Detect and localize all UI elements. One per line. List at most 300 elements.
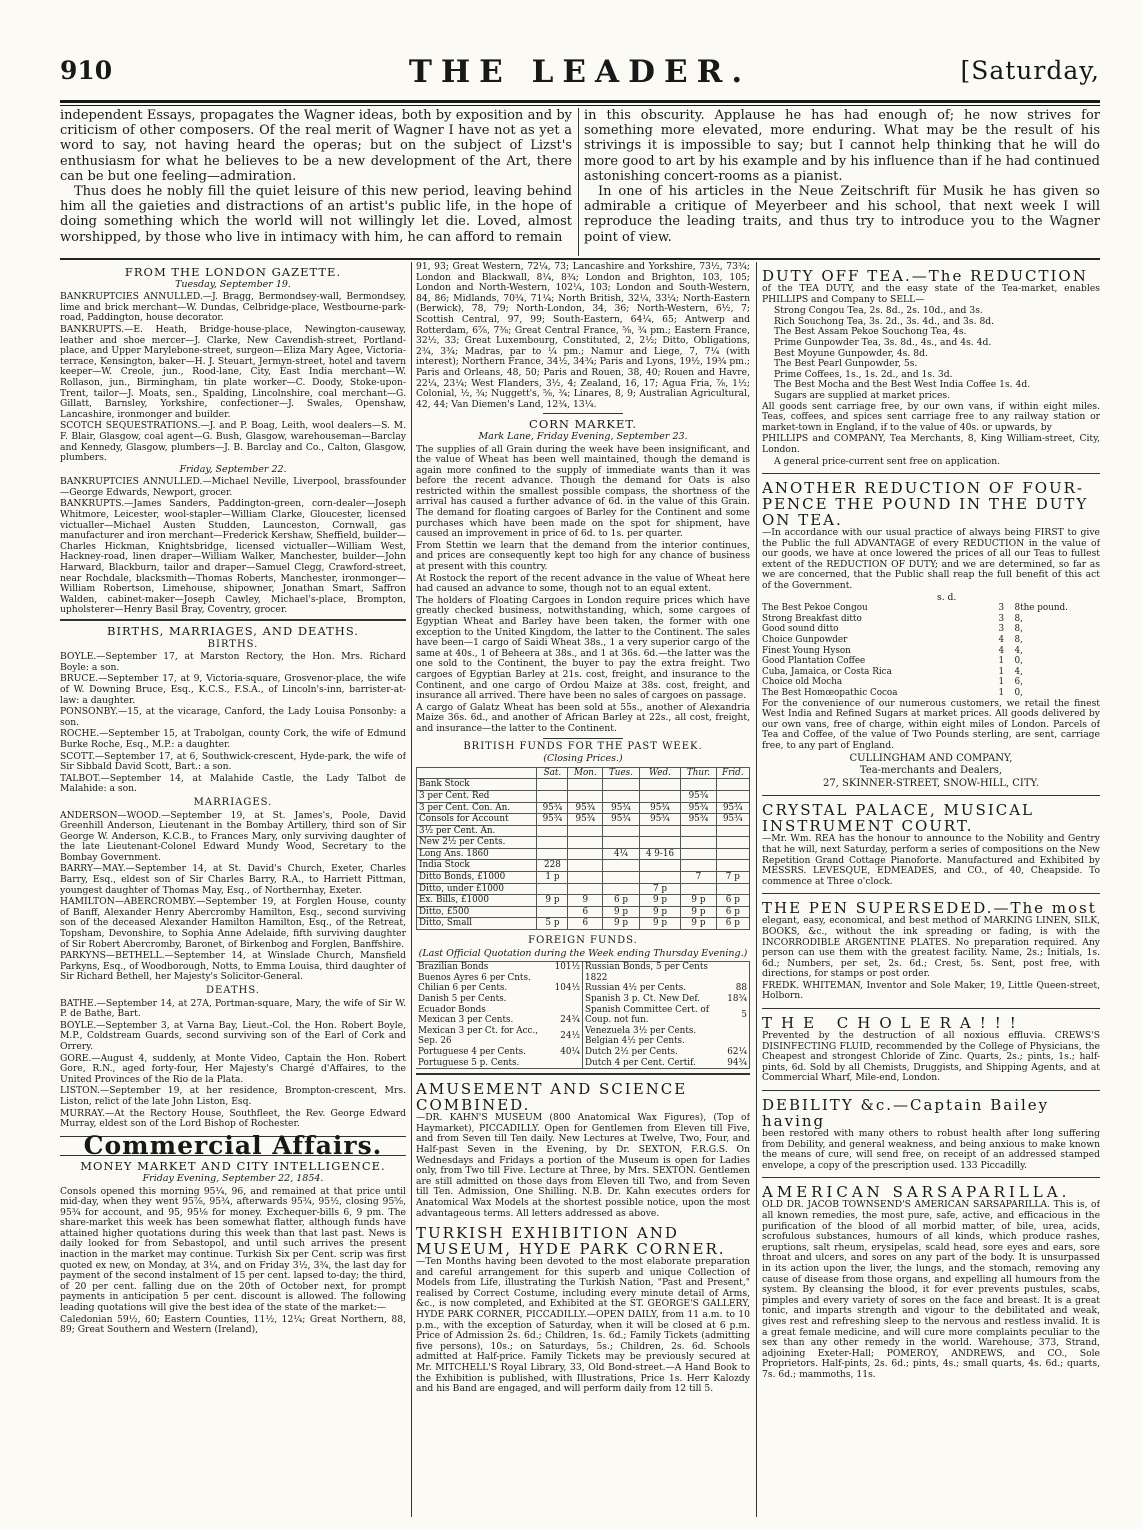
gazette-para: SCOTCH SEQUESTRATIONS.—J. and P. Boag, Leith, wool dealers—S. M. F. Blair, Glasgow, coal agent—G. Bush, Glasgow, warehouseman—Barclay and Kennedy, Glasgow, plumbers—J. B. Barclay and Co., Calton, Glasgow, plumbers. bbox=[60, 420, 406, 464]
table-cell: 9 p bbox=[537, 895, 568, 907]
corn-para: The holders of Floating Cargoes in London require prices which have greatly checked business, notwithstanding, which, some cargoes of Egyptian Wheat and Barley have been taken, the former with one exception to the United Kingdom, the latter to the Continent. The sales have been—1 cargo of Saidi Wheat 38s., 1 a very superior cargo of the same at 40s., 1 of Beheera at 38s., and 1 at 36s. 6d.—the latter was the one sold to the Continent, the buyer to pay the extra freight. Two cargoes of Egyptian Barley at 21s. cost, freight, and insurance to the Continent, and one cargo of Ordou Maize at 38s. cost, freight, and insurance all arrived. There have been no sales of cargoes on passage. bbox=[416, 594, 750, 702]
table-row bbox=[583, 983, 750, 994]
fund-price: 101½ bbox=[553, 962, 583, 973]
table-cell bbox=[603, 860, 639, 872]
essay-right bbox=[584, 108, 1100, 256]
ad-heading: AMERICAN SARSAPARILLA. bbox=[762, 1183, 1071, 1202]
fund-price bbox=[553, 1005, 583, 1016]
fund-price: 62¼ bbox=[725, 1047, 749, 1058]
table-cell bbox=[716, 790, 749, 802]
price-line: Sugars are supplied at market prices. bbox=[774, 389, 951, 401]
table-cell: 6 p bbox=[716, 918, 749, 930]
money-head: MONEY MARKET AND CITY INTELLIGENCE. bbox=[80, 1159, 386, 1174]
table-cell: 95¾ bbox=[603, 814, 639, 826]
table-cell: 9 p bbox=[681, 906, 716, 918]
ad-signature: CULLINGHAM AND COMPANY, bbox=[849, 752, 1013, 764]
price-cell: 4 bbox=[998, 635, 1005, 646]
price-row bbox=[762, 656, 1100, 667]
table-cell: 6 p bbox=[603, 895, 639, 907]
fund-name: Spanish Committee Cert. of Coup. not fun. bbox=[585, 1004, 709, 1026]
notice: BOYLE.—September 3, at Varna Bay, Lieut.-Col. the Hon. Robert Boyle, M.P., Coldstream Guards, second surviving son of the Earl of Cork and Orrery. bbox=[60, 1019, 406, 1052]
price-cell: Good sound ditto bbox=[762, 624, 839, 635]
col-header: Tues. bbox=[603, 767, 639, 779]
fund-name: Chilian 6 per Cents. bbox=[418, 983, 508, 994]
table-cell bbox=[681, 883, 716, 895]
header-rule bbox=[60, 100, 1100, 103]
corn-date: Mark Lane, Friday Evening, September 23. bbox=[478, 430, 688, 442]
price-row bbox=[762, 646, 1100, 657]
table-row bbox=[416, 1015, 583, 1026]
essay-para: Thus does he nobly fill the quiet leisure of this new period, leaving behind him all the gaieties and distractions of an artist's public life, in the hope of doing something which the world will not willingly let die. Loved, almost worshipped, by those who live in intimacy with him, he can afford to remain bbox=[60, 184, 572, 245]
table-cell: 6 p bbox=[716, 895, 749, 907]
table-cell: Consols for Account bbox=[417, 814, 537, 826]
table-cell: 95¾ bbox=[568, 802, 603, 814]
price-row bbox=[762, 688, 1100, 699]
table-cell: 9 p bbox=[639, 918, 681, 930]
ad-debility bbox=[762, 1097, 1100, 1171]
ad-crystal-palace bbox=[762, 802, 1100, 887]
fund-name: Buenos Ayres 6 per Cnts. bbox=[418, 972, 531, 983]
col-header: Frid. bbox=[716, 767, 749, 779]
table-cell: Bank Stock bbox=[417, 779, 537, 791]
notice: BRUCE.—September 17, at 9, Victoria-square, Grosvenor-place, the wife of W. Downing Bruce, Esq., K.C.S., F.S.A., of Lincoln's-inn, barrister-at-law: a daughter. bbox=[60, 673, 406, 706]
gazette-para: BANKRUPTCIES ANNULLED.—J. Bragg, Bermondsey-wall, Bermondsey, lime and brick merchant—W. Dundas, Celbridge-place, Westbourne-park-road, Paddington, house decorator. bbox=[60, 291, 406, 324]
ad-signature: FREDK. WHITEMAN, Inventor and Sole Maker, 19, Little Queen-street, Holborn. bbox=[762, 979, 1100, 1002]
table-cell: 95¾ bbox=[603, 802, 639, 814]
table-row bbox=[417, 837, 750, 849]
price-cell: The Best Homœopathic Cocoa bbox=[762, 688, 898, 698]
table-cell: 95¾ bbox=[716, 814, 749, 826]
gazette-date: Tuesday, September 19. bbox=[175, 278, 291, 290]
ad-heading: THE PEN SUPERSEDED.—The most bbox=[762, 899, 1097, 918]
table-cell: Ditto Bonds, £1000 bbox=[417, 872, 537, 884]
table-cell bbox=[716, 848, 749, 860]
price-row bbox=[762, 624, 1100, 635]
notice: TALBOT.—September 14, at Malahide Castle, the Lady Talbot de Malahide: a son. bbox=[60, 772, 406, 795]
notice: ROCHE.—September 15, at Trabolgan, county Cork, the wife of Edmund Burke Roche, Esq., M.P.: a daughter. bbox=[60, 728, 406, 750]
table-cell bbox=[603, 790, 639, 802]
ad-heading: ANOTHER REDUCTION OF FOUR-PENCE THE POUND IN THE DUTY ON TEA. bbox=[762, 479, 1089, 530]
ad-signature: PHILLIPS and COMPANY, Tea Merchants, 8, King William-street, City, London. bbox=[762, 433, 1100, 455]
table-row bbox=[417, 918, 750, 930]
price-cell: 1 bbox=[998, 656, 1005, 667]
table-cell bbox=[537, 906, 568, 918]
table-cell bbox=[639, 837, 681, 849]
fund-price: 40¼ bbox=[553, 1047, 583, 1058]
ad-heading: DEBILITY &c.—Captain Bailey having bbox=[762, 1096, 1050, 1131]
ad-heading: DUTY OFF TEA.—The REDUCTION bbox=[762, 267, 1088, 285]
gazette-para: BANKRUPTS.—E. Heath, Bridge-house-place, Newington-causeway, leather and shoe mercer—J. Clarke, New Cavendish-street, Portland-place, and Upper Marylebone-street, surgeon—Eliza Mary Agee, Victoria-terrace, Kensington, baker—H. J. Steuart, Jermyn-street, hotel and tavern keeper—W. Creole, jun., Rood-lane, City, East India merchant—W. Rollason, jun., Birmingham, tin plate worker—C. Doody, Stoke-upon-Trent, tailor—J. Moats, sen., Spalding, Lincolnshire, coal merchant—G. Gillatt, Barnsley, Yorkshire, confectioner—J. Swales, Openshaw, Lancashire, ironmonger and builder. bbox=[60, 323, 406, 420]
price-cell: 1 bbox=[998, 666, 1005, 677]
table-cell: 6 bbox=[568, 906, 603, 918]
table-cell: 9 p bbox=[603, 918, 639, 930]
col-header: Wed. bbox=[639, 767, 681, 779]
table-cell bbox=[639, 779, 681, 791]
foreign-funds-title: FOREIGN FUNDS. bbox=[528, 935, 638, 947]
essay-para: In one of his articles in the Neue Zeitschrift für Musik he has given so admirable a critique of Meyerbeer and his school, that next week I will reproduce the leading traits, and thus try to introduce you to the Wagner point of view. bbox=[584, 184, 1100, 245]
british-funds-table bbox=[416, 767, 750, 930]
table-cell bbox=[568, 837, 603, 849]
masthead-day: [Saturday, bbox=[960, 56, 1100, 85]
births-head: BIRTHS. bbox=[207, 638, 259, 650]
table-row bbox=[417, 906, 750, 918]
price-cell: The Best Pekoe Congou bbox=[762, 603, 868, 614]
foreign-funds-subtitle: (Last Official Quotation during the Week ending Thursday Evening.) bbox=[418, 947, 748, 959]
table-cell bbox=[537, 825, 568, 837]
fund-price bbox=[725, 962, 749, 983]
price-cell: 1 bbox=[998, 688, 1005, 698]
price-line: The Best Assam Pekoe Souchong Tea, 4s. bbox=[774, 326, 967, 338]
header-rule-thin bbox=[60, 105, 1100, 106]
table-row bbox=[417, 883, 750, 895]
table-cell: 9 p bbox=[639, 906, 681, 918]
table-cell: 95¾ bbox=[681, 802, 716, 814]
price-cell: , bbox=[1020, 688, 1023, 698]
fund-price: 104½ bbox=[553, 983, 583, 994]
gazette-para: BANKRUPTCIES ANNULLED.—Michael Neville, Liverpool, brassfounder—George Edwards, Newport, grocer. bbox=[60, 476, 406, 498]
table-row bbox=[417, 860, 750, 872]
table-cell: 9 bbox=[568, 895, 603, 907]
table-cell: 95¾ bbox=[716, 802, 749, 814]
ad-heading: AMUSEMENT AND SCIENCE COMBINED. bbox=[416, 1080, 688, 1115]
share-list: 91, 93; Great Western, 72¼, 73; Lancashire and Yorkshire, 73½, 73¾; London and Blackwall, 8¼, 8¾; London and Brighton, 103, 105; London and North-Western, 102¼, 103; London and South-Western, 84, 86; Midlands, 70¾, 71¼; North British, 32¼, 33¼; North-Eastern (Berwick), 78, 79; North-London, 34, 36; North-Western, 6½, 7; Scottish Central, 97, 99; South-Eastern, 64¼, 65; Antwerp and Rotterdam, 6⅞, 7⅜; Great Central France, ⅝, ¾ pm.; Eastern France, 32½, 33; Great Luxembourg, Constituted, 2, 2½; Ditto, Obligations, 2¾, 3¾; Madras, par to ¼ pm.; Namur and Liege, 7, 7¼ (with interest); Northern France, 34½, 34¾; Paris and Lyons, 19½, 19¾ pm.; Paris and Orleans, 48, 50; Paris and Rouen, 38, 40; Rouen and Havre, 22¼, 23¼; West Flanders, 3½, 4; Zealand, 16, 17; Agua Fria, ⅞, 1½; Colonial, ½, ¾; Nuggett's, ⅝, ¾; Linares, 8, 9; Australian Agricultural, 42, 44; Van Diemen's Land, 12¾, 13¼. bbox=[416, 262, 750, 410]
price-cell: 4 bbox=[1014, 666, 1021, 677]
fund-price: 94¾ bbox=[725, 1058, 749, 1069]
column-divider bbox=[756, 262, 757, 1517]
table-header-row bbox=[417, 767, 750, 779]
corn-para: A cargo of Galatz Wheat has been sold at 55s., another of Alexandria Maize 36s. 6d., and another of African Barley at 22s., all cost, freight, and insurance—the latter to the Continent. bbox=[416, 701, 750, 734]
column-divider bbox=[411, 262, 412, 1517]
table-row bbox=[583, 1047, 750, 1058]
table-cell: 7 p bbox=[716, 872, 749, 884]
fund-name: Brazilian Bonds bbox=[418, 962, 489, 973]
notice: PONSONBY.—15, at the vicarage, Canford, the Lady Louisa Ponsonby: a son. bbox=[60, 706, 406, 728]
table-cell: 95¾ bbox=[639, 802, 681, 814]
price-cell: 3 bbox=[998, 624, 1005, 635]
ad-body: of the TEA DUTY, and the easy state of the Tea-market, enables PHILLIPS and Company to SELL— bbox=[762, 283, 1100, 305]
ad-body: —Mr. Wm. REA has the honour to announce to the Nobility and Gentry that he will, next Saturday, perform a series of compositions on the New Repetition Grand Cottage Pianoforte. Manufactured and Exhibited by MESSRS. LEVESQUE, EDMEADES, and CO., of 40, Cheapside. To commence at Three o'clock. bbox=[762, 833, 1100, 887]
table-row bbox=[416, 994, 583, 1005]
table-cell bbox=[568, 860, 603, 872]
deaths-head: DEATHS. bbox=[205, 985, 261, 996]
price-cell: , bbox=[1020, 635, 1023, 646]
price-cell: 8 bbox=[1014, 624, 1021, 635]
fund-name: Venezuela 3½ per Cents. bbox=[585, 1025, 697, 1036]
fund-price bbox=[725, 1036, 749, 1047]
table-cell bbox=[681, 837, 716, 849]
price-line: Prime Gunpowder Tea, 3s. 8d., 4s., and 4s. 4d. bbox=[774, 336, 992, 348]
price-cell: 3 bbox=[998, 613, 1005, 624]
ad-signature: Tea-merchants and Dealers, bbox=[859, 765, 1003, 777]
table-cell: 95¾ bbox=[537, 802, 568, 814]
table-cell bbox=[568, 848, 603, 860]
table-cell: 9 p bbox=[603, 906, 639, 918]
ad-body: OLD DR. JACOB TOWNSEND'S AMERICAN SARSAPARILLA. This is, of all known remedies, the most pure, safe, active, and efficacious in the purification of the blood of all morbid matter, of bile, urea, acids, scrofulous substances, humours of all kinds, which produce rashes, eruptions, salt rheum, erysipelas, scald head, sore eyes and ears, sore throat and ulcers, and sores on any part of the body. It is unsurpassed in its action upon the liver, the lungs, and the stomach, removing any cause of disease from those organs, and expelling all humours from the system. By cleansing the blood, it for ever prevents pustules, scabs, pimples and every variety of sores on the face and breast. It is a great tonic, and imparts strength and vigour to the debilitated and weak, gives rest and refreshing sleep to the nervous and restless invalid. It is a great female medicine, and will cure more complaints peculiar to the sex than any other remedy in the world. Warehouse, 373, Strand, adjoining Exeter-Hall; POMEROY, ANDREWS, and CO., Sole Proprietors. Half-pints, 2s. 6d.; pints, 4s.; small quarts, 4s. 6d.; quarts, 7s. 6d.; mammoths, 11s. bbox=[762, 1199, 1100, 1380]
ad-body: been restored with many others to robust health after long suffering from Debility, and general weakness, and being anxious to make known the means of cure, will send free, on receipt of an addressed stamped envelope, a copy of the prescription used. 133 Piccadilly. bbox=[762, 1128, 1100, 1171]
table-row bbox=[417, 814, 750, 826]
table-cell bbox=[537, 779, 568, 791]
price-row bbox=[762, 677, 1100, 688]
fund-price: 88 bbox=[725, 983, 749, 994]
col-header: Mon. bbox=[568, 767, 603, 779]
notice: ANDERSON—WOOD.—September 19, at St. James's, Poole, David Greenhill Anderson, Lieutenant in the Bombay Artillery, third son of Sir George W. Anderson, K.C.B., to Frances Mary, only surviving daughter of the late Lieutenant-Colonel Edward Mundy Wood, Secretary to the Bombay Government. bbox=[60, 809, 406, 863]
table-cell bbox=[568, 872, 603, 884]
gazette-date: Friday, September 22. bbox=[179, 463, 287, 475]
price-cell: Cuba, Jamaica, or Costa Rica bbox=[762, 666, 892, 677]
table-cell: 4 9-16 bbox=[639, 848, 681, 860]
fund-name: Portuguese 5 p. Cents. bbox=[418, 1057, 520, 1068]
table-cell: 7 p bbox=[639, 883, 681, 895]
table-cell: 6 p bbox=[716, 906, 749, 918]
ad-body: All goods sent carriage free, by our own vans, if within eight miles. Teas, coffees, and spices sent carriage free to any railway station or market-town in England, if to the value of 40s. or upwards, by bbox=[762, 400, 1100, 433]
price-cell: 8 bbox=[1014, 603, 1021, 614]
table-cell bbox=[716, 883, 749, 895]
table-cell bbox=[681, 860, 716, 872]
fund-name: Danish 5 per Cents. bbox=[418, 994, 507, 1004]
ad-body: —DR. KAHN'S MUSEUM (800 Anatomical Wax Figures), (Top of Haymarket), PICCADILLY. Open for Gentlemen from Eleven till Five, and from Seven till Ten daily. New Lectures at Twelve, Two, Four, and Half-past Seven in the Evening, by Dr. SEXTON, F.R.G.S. On Wednesdays and Fridays a portion of the Museum is open for Ladies only, from Two till Five. Lecture at Three, by Mrs. SEXTON. Gentlemen are still admitted on those days from Eleven till Two, and from Seven till Ten. Admission, One Shilling. N.B. Dr. Kahn executes orders for Anatomical Wax Models at the shortest possible notice, upon the most advantageous terms. All letters addressed as above. bbox=[416, 1112, 750, 1219]
money-date: Friday Evening, September 22, 1854. bbox=[142, 1172, 324, 1184]
marriages-head: MARRIAGES. bbox=[193, 796, 273, 808]
table-cell: Ditto, £500 bbox=[417, 906, 537, 918]
table-cell bbox=[568, 779, 603, 791]
table-row bbox=[416, 973, 583, 984]
table-row bbox=[583, 962, 750, 983]
price-cell: , bbox=[1020, 656, 1023, 667]
price-cell: , bbox=[1020, 624, 1023, 635]
table-row bbox=[417, 848, 750, 860]
page-header bbox=[60, 52, 1100, 96]
money-text: Caledonian 59½, 60; Eastern Counties, 11½, 12¼; Great Northern, 88, 89; Great Southern and Western (Ireland), bbox=[60, 1313, 406, 1336]
price-line: Best Moyune Gunpowder, 4s. 8d. bbox=[774, 347, 928, 359]
price-cell: 6 bbox=[1014, 677, 1021, 688]
essay-para: independent Essays, propagates the Wagner ideas, both by exposition and by criticism of other composers. Of the real merit of Wagner I have not as yet a word to say, not having heard the operas; but on the subject of Lizst's enthusiasm for what he believes to be a new development of the Art, there can be but one feeling—admiration. bbox=[60, 108, 572, 184]
essay-left bbox=[60, 108, 572, 256]
ad-sarsaparilla bbox=[762, 1184, 1100, 1380]
table-cell: 5 p bbox=[537, 918, 568, 930]
price-row bbox=[762, 667, 1100, 678]
price-cell: 4 bbox=[1014, 645, 1021, 656]
notice: SCOTT.—September 17, at 6, Southwick-crescent, Hyde-park, the wife of Sir Sibbald David Scott, Bart.: a son. bbox=[60, 750, 406, 773]
fund-name: Portuguese 4 per Cents. bbox=[418, 1046, 526, 1057]
table-cell: 95¾ bbox=[681, 790, 716, 802]
table-cell bbox=[681, 848, 716, 860]
fund-price: 24½ bbox=[553, 1026, 583, 1047]
table-cell: Ex. Bills, £1000 bbox=[417, 895, 537, 907]
table-cell: 3 per Cent. Red bbox=[417, 790, 537, 802]
table-cell: Ditto, Small bbox=[417, 918, 537, 930]
col-header: Thur. bbox=[681, 767, 716, 779]
ad-another-reduction bbox=[762, 480, 1100, 789]
table-cell: New 2½ per Cents. bbox=[417, 837, 537, 849]
table-cell: 7 bbox=[681, 872, 716, 884]
fund-name: Belgian 4½ per Cents. bbox=[585, 1036, 685, 1047]
table-cell bbox=[603, 779, 639, 791]
table-row bbox=[583, 1058, 750, 1069]
table-cell: 95¾ bbox=[639, 814, 681, 826]
price-line: The Best Pearl Gunpowder, 5s. bbox=[774, 358, 918, 370]
commercial-title: Commercial Affairs. bbox=[60, 1136, 406, 1157]
notice: MURRAY.—At the Rectory House, Southfleet, the Rev. George Edward Murray, eldest son of the Lord Bishop of Rochester. bbox=[60, 1107, 406, 1130]
table-row bbox=[583, 1005, 750, 1026]
ad-body: —In accordance with our usual practice of always being FIRST to give the Public the full ADVANTAGE of every REDUCTION in the value of our goods, we have at once lowered the prices of all our Teas to fullest extent of the REDUCTION OF DUTY; and we are determined, so far as we are concerned, that the Public shall reap the full benefit of this act of the Government. bbox=[762, 527, 1100, 592]
column-divider bbox=[578, 108, 579, 256]
table-cell bbox=[639, 872, 681, 884]
price-cell: 8 bbox=[1014, 635, 1021, 646]
gazette-title: FROM THE LONDON GAZETTE. bbox=[124, 265, 342, 279]
table-cell: 3 per Cent. Con. An. bbox=[417, 802, 537, 814]
ad-signature: 27, SKINNER-STREET, SNOW-HILL, CITY. bbox=[822, 777, 1040, 789]
ad-turkish bbox=[416, 1225, 750, 1395]
fund-name: Mexican 3 per Cents. bbox=[418, 1015, 514, 1026]
price-row bbox=[762, 603, 1100, 614]
col-header bbox=[417, 767, 537, 779]
table-cell bbox=[716, 860, 749, 872]
foreign-funds-table bbox=[416, 961, 750, 1069]
fund-name: Dutch 4 per Cent. Certif. bbox=[585, 1057, 696, 1068]
table-cell bbox=[603, 837, 639, 849]
corn-para: From Stettin we learn that the demand from the interior continues, and prices are consequently kept too high for any chance of business at present with this country. bbox=[416, 539, 750, 573]
ad-heading: THE CHOLERA!!! bbox=[762, 1014, 1025, 1033]
fund-price bbox=[553, 1058, 583, 1069]
column-1 bbox=[60, 262, 406, 1517]
price-cell: Good Plantation Coffee bbox=[762, 656, 866, 667]
column-3 bbox=[762, 262, 1100, 1517]
table-cell: India Stock bbox=[417, 860, 537, 872]
fund-price: 24¾ bbox=[553, 1015, 583, 1026]
table-cell: 4¼ bbox=[603, 848, 639, 860]
price-cell: Choice old Mocha bbox=[762, 677, 843, 688]
table-cell: 3½ per Cent. An. bbox=[417, 825, 537, 837]
table-row bbox=[417, 872, 750, 884]
notice: BATHE.—September 14, at 27A, Portman-square, Mary, the wife of Sir W. P. de Bathe, Bart. bbox=[60, 997, 406, 1020]
notice: BOYLE.—September 17, at Marston Rectory, the Hon. Mrs. Richard Boyle: a son. bbox=[60, 651, 406, 673]
ad-heading: TURKISH EXHIBITION AND MUSEUM, HYDE PARK CORNER. bbox=[416, 1224, 726, 1259]
table-cell: Ditto, under £1000 bbox=[417, 883, 537, 895]
ad-cholera bbox=[762, 1015, 1100, 1084]
table-cell: 95¾ bbox=[681, 814, 716, 826]
table-row bbox=[416, 1026, 583, 1047]
table-cell bbox=[568, 825, 603, 837]
price-head: s. d. bbox=[937, 591, 957, 603]
ad-body: Prevented by the destruction of all noxious effluvia. CREWS'S DISINFECTING FLUID, recommended by the College of Physicians, the Cheapest and strongest Chloride of Zinc. Quarts, 2s.; pints, 1s.; half-pints, 6d. Sold by all Chemists, Druggists, and Shipping Agents, and at Commercial Wharf, Mile-end, London. bbox=[762, 1030, 1100, 1084]
masthead-title: THE LEADER. bbox=[408, 54, 752, 90]
price-cell: Choice Gunpowder bbox=[762, 635, 848, 646]
table-cell: 9 p bbox=[681, 895, 716, 907]
price-line: Prime Coffees, 1s., 1s. 2d., and 1s. 3d. bbox=[774, 368, 953, 380]
table-row bbox=[583, 1036, 750, 1047]
table-cell bbox=[537, 837, 568, 849]
fund-price bbox=[553, 973, 583, 984]
ad-duty-off-tea bbox=[762, 268, 1100, 467]
british-funds-title: BRITISH FUNDS FOR THE PAST WEEK. bbox=[463, 740, 703, 752]
price-cell: 0 bbox=[1014, 688, 1021, 698]
table-cell bbox=[639, 790, 681, 802]
fund-name: Russian 4½ per Cents. bbox=[585, 983, 687, 994]
ad-body: elegant, easy, economical, and best method of MARKING LINEN, SILK, BOOKS, &c., without the ink spreading or fading, is with the INCORRODIBLE ARGENTINE PLATES. No preparation required. Any person can use them with the greatest facility. Name, 2s.; Initials, 1s. 6d.; Numbers, per set, 2s. 6d.; Crest, 5s. Sent, post free, with directions, for stamps or post order. bbox=[762, 915, 1100, 980]
price-cell: 3 bbox=[998, 603, 1005, 614]
fund-name: Spanish 3 p. Ct. New Def. bbox=[585, 994, 701, 1004]
price-row bbox=[762, 635, 1100, 646]
price-line: Strong Congou Tea, 2s. 8d., 2s. 10d., and 3s. bbox=[774, 305, 983, 317]
notice: GORE.—August 4, suddenly, at Monte Video, Captain the Hon. Robert Gore, R.N., aged forty-four, Her Majesty's Chargé d'Affaires, to the United Provinces of the Rio de la Plata. bbox=[60, 1052, 406, 1085]
money-text: Consols opened this morning 95¼, 96, and remained at that price until mid-day, when they went 95⅞, 95¾, afterwards 95¾, 95½, closing 95⅝, 95¾ for account, and 95, 95⅛ for money. Exchequer-bills 6, 9 pm. The share-market this week has been somewhat flatter, although funds have attained higher quotations during this week than that last past. News is daily looked for from Sebastopol, and until such arrives the present inaction in the market may continue. Turkish Six per Cent. scrip was first quoted ex new, on Monday, at 3¼, and on Friday 3½, 3¾, the last day for payment of the second instalment of 15 per cent. lapsed to-day; the third, of 20 per cent. falling due on the 20th of October next, for prompt payments in anticipation 5 per cent. discount is allowed. The following leading quotations will give the best idea of the state of the market:— bbox=[60, 1185, 406, 1314]
table-cell bbox=[537, 790, 568, 802]
table-cell bbox=[603, 825, 639, 837]
table-row bbox=[417, 825, 750, 837]
corn-para: The supplies of all Grain during the week have been insignificant, and the value of Wheat has been well maintained, though the demand is again more confined to the supply of immediate wants than it was before the recent advance. Though the demand for Oats is also restricted within the smallest possible compass, the shortness of the arrival has caused a further advance of 6d. in the value of this Grain. The demand for floating cargoes of Barley for the Continent and some purchases which have been made on the spot for shipment, have caused an improvement in price of 6d. to 1s. per quarter. bbox=[416, 443, 750, 540]
ad-body: —Ten Months having been devoted to the most elaborate preparation and careful arrangement for this superb and unique Collection of Models from Life, illustrating the Turkish Nation, "Past and Present," realised by Correct Costume, including every minute detail of Arms, &c., is now completed, and Exhibited at the ST. GEORGE'S GALLERY, HYDE PARK CORNER, PICCADILLY.—OPEN DAILY, from 11 a.m. to 10 p.m., with the exception of Saturday, when it will be closed at 6 p.m. Price of Admission 2s. 6d.; Children, 1s. 6d.; Family Tickets (admitting five persons), 10s.; on Saturdays, 5s.; Children, 2s. 6d. Schools admitted at Half-price. Family Tickets may be previously secured at Mr. MITCHELL'S Royal Library, 33, Old Bond-street.—A Hand Book to the Exhibition is published, with Illustrations, Price 1s. Herr Kalozdy and his Band are engaged, and will perform daily from 12 till 5. bbox=[416, 1256, 750, 1395]
table-cell bbox=[568, 790, 603, 802]
section-rule bbox=[60, 258, 1100, 260]
ad-heading: CRYSTAL PALACE, MUSICAL INSTRUMENT COURT. bbox=[762, 801, 1035, 836]
price-cell: , bbox=[1020, 677, 1023, 688]
table-cell: 1 p bbox=[537, 872, 568, 884]
table-cell: 6 bbox=[568, 918, 603, 930]
table-cell: 95¾ bbox=[537, 814, 568, 826]
fund-name: Russian Bonds, 5 per Cents 1822 bbox=[585, 962, 708, 983]
fund-price bbox=[553, 994, 583, 1005]
table-cell: Long Ans. 1860 bbox=[417, 848, 537, 860]
gazette-para: BANKRUPTS.—James Sanders, Paddington-green, corn-dealer—Joseph Whitmore, Leicester, wool-stapler—William Clarke, Gloucester, licensed victualler—Michael Austen Studden, Launceston, Cornwall, gas manufacturer and iron merchant—Frederick Kershaw, Sheffield, builder—Charles Hickman, Knightsbridge, licensed victualler—William West, Hackney-road, linen draper—William Walker, Manchester, builder—John Harward, Blackburn, tailor and draper—Samuel Clegg, Crawford-street, near Rochdale, blacksmith—Thomas Roberts, Manchester, ironmonger—William Robertson, Limehouse, shipowner, Jonathan Smart, Saffron Walden, cabinet-maker—Joseph Cawley, Michael's-place, Brompton, upholsterer—Henry Basil Bray, Coventry, grocer. bbox=[60, 498, 406, 616]
notice: BARRY—MAY.—September 14, at St. David's Church, Exeter, Charles Barry, Esq., eldest son of Sir Charles Barry, R.A., to Harriett Pittman, youngest daughter of Thomas May, Esq., of Northernhay, Exeter. bbox=[60, 863, 406, 896]
column-2 bbox=[416, 262, 750, 1517]
notice: PARKYNS—BETHELL.—September 14, at Winslade Church, Mansfield Parkyns, Esq., of Woodborough, Notts, to Emma Louisa, third daughter of Sir Richard Bethell, her Majesty's Solicitor-General. bbox=[60, 950, 406, 983]
price-cell: 4 bbox=[998, 645, 1005, 656]
fund-name: Ecuador Bonds bbox=[418, 1004, 486, 1015]
price-cell: 0 bbox=[1014, 656, 1021, 667]
table-row bbox=[416, 1047, 583, 1058]
fund-price bbox=[725, 1026, 749, 1037]
table-cell bbox=[716, 779, 749, 791]
corn-title: CORN MARKET. bbox=[529, 417, 637, 432]
notice: HAMILTON—ABERCROMBY.—September 19, at Forglen House, county of Banff, Alexander Henry Abercromby Hamilton, Esq., second surviving son of the deceased Alexander Hamilton Hamilton, Esq., of the Retreat, Topsham, Devonshire, to Sophia Anne Adelaide, fifth surviving daughter of Sir Robert Abercromby, Baronet, of Birkenbog and Forglen, Banffshire. bbox=[60, 896, 406, 950]
table-row bbox=[416, 983, 583, 994]
corn-para: At Rostock the report of the recent advance in the value of Wheat here had caused an advance to some, though not to an equal extent. bbox=[416, 572, 750, 595]
price-cell: , bbox=[1020, 613, 1023, 624]
table-cell bbox=[603, 872, 639, 884]
price-cell: , bbox=[1020, 666, 1023, 677]
ad-note: A general price-current sent free on application. bbox=[774, 455, 1001, 467]
tea-price-table bbox=[762, 603, 1100, 698]
price-line: The Best Mocha and the Best West India Coffee 1s. 4d. bbox=[774, 379, 1031, 391]
price-cell: the pound. bbox=[1020, 603, 1068, 614]
table-cell bbox=[681, 825, 716, 837]
table-cell bbox=[716, 825, 749, 837]
price-line: Rich Souchong Tea, 3s. 2d., 3s. 4d., and 3s. 8d. bbox=[774, 315, 995, 327]
notice: LISTON.—September 19, at her residence, Brompton-crescent, Mrs. Liston, relict of the late John Liston, Esq. bbox=[60, 1085, 406, 1107]
fund-name: Mexican 3 per Ct. for Acc., Sep. 26 bbox=[418, 1025, 539, 1047]
table-row bbox=[416, 1058, 583, 1069]
ad-body: For the convenience of our numerous customers, we retail the finest West India and Refined Sugars at market prices. All goods delivered by our own vans, free of charge, within eight miles of London. Parcels of Tea and Coffee, of the value of Two Pounds sterling, are sent, carriage free, to any part of England. bbox=[762, 697, 1100, 751]
british-funds-subtitle: (Closing Prices.) bbox=[543, 753, 623, 765]
price-cell: , bbox=[1020, 645, 1023, 656]
table-cell bbox=[537, 848, 568, 860]
table-row bbox=[417, 895, 750, 907]
page-number: 910 bbox=[60, 56, 113, 85]
table-cell bbox=[603, 883, 639, 895]
table-cell: 9 p bbox=[681, 918, 716, 930]
table-cell: 9 p bbox=[639, 895, 681, 907]
table-row bbox=[416, 962, 583, 973]
table-row bbox=[416, 1005, 583, 1016]
table-cell bbox=[716, 837, 749, 849]
col-header: Sat. bbox=[537, 767, 568, 779]
table-row bbox=[417, 790, 750, 802]
essay-para: in this obscurity. Applause he has had enough of; he now strives for something more elevated, more enduring. What may be the result of his strivings it is impossible to say; but I cannot help thinking that he will do more good to art by his example and by his influence than if he had continued astonishing concert-rooms as a pianist. bbox=[584, 108, 1100, 184]
table-cell bbox=[568, 883, 603, 895]
fund-price: 5 bbox=[725, 1005, 749, 1026]
price-cell: 8 bbox=[1014, 613, 1021, 624]
